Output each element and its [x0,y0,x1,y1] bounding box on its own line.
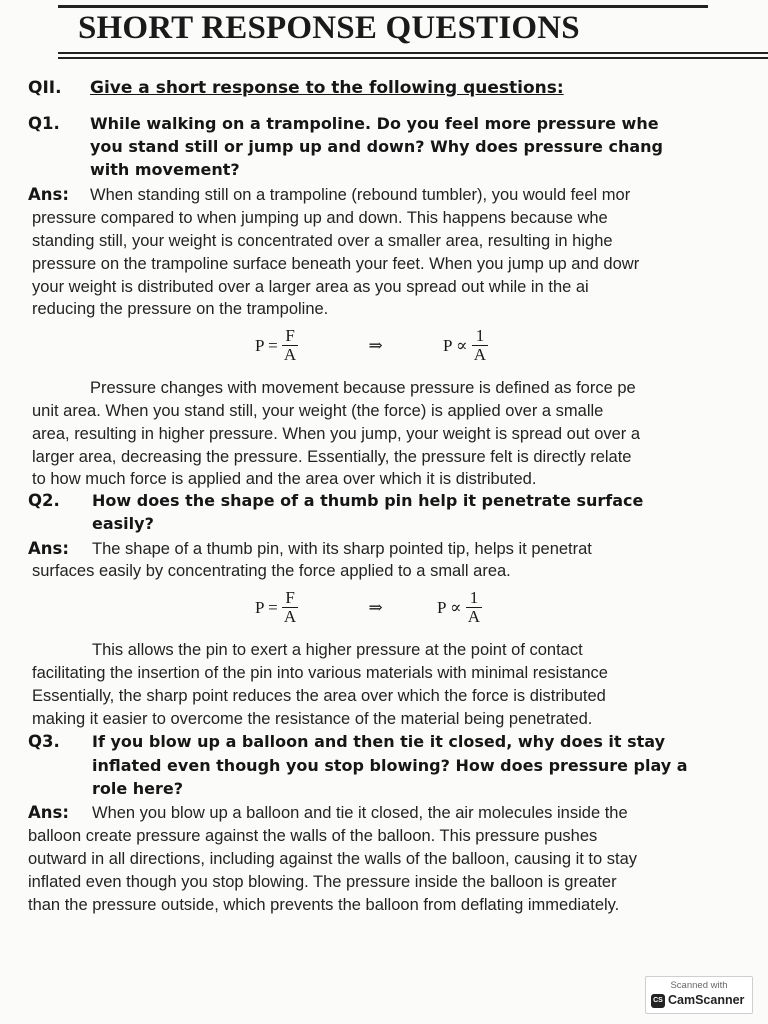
q1-explanation-line: unit area. When you stand still, your weight (the force) is applied over a smalle [32,402,604,420]
section-label: QII. [28,78,62,98]
fraction-denominator: A [283,345,297,364]
q1-answer-line: standing still, your weight is concentrated over a smaller area, resulting in highe [32,232,613,250]
q1-explanation-line: to how much force is applied and the area over which it is distributed. [32,470,537,488]
implies-arrow: ⇒ [368,597,383,617]
camscanner-watermark [645,976,753,1014]
q3-answer-line: outward in all directions, including against the walls of the balloon, causing it to stay [28,850,638,868]
q2-explanation-line: This allows the pin to exert a higher pressure at the point of contact [92,641,583,659]
title-rule-top [58,5,708,8]
watermark-brand: CamScanner [668,993,745,1007]
q1-answer-line: your weight is distributed over a larger area as you spread out while in the ai [32,278,589,296]
q3-answer-line: inflated even though you stop blowing. The pressure inside the balloon is greater [28,873,617,891]
q2-answer-line: surfaces easily by concentrating the force applied to a small area. [32,562,511,580]
q1-question-line: with movement? [90,160,240,179]
formula-lhs: P = [255,335,278,355]
q1-ans-label: Ans: [28,185,69,204]
q3-label: Q3. [28,732,60,751]
q2-answer-line: The shape of a thumb pin, with its sharp pointed tip, helps it penetrat [92,540,592,558]
fraction-denominator: A [473,345,487,364]
q2-label: Q2. [28,491,60,510]
q1-answer-line: When standing still on a trampoline (rebound tumbler), you would feel mor [90,186,631,204]
q2-question-line: easily? [92,514,154,533]
watermark-caption: Scanned with [670,980,728,991]
q2-ans-label: Ans: [28,539,69,558]
fraction-numerator: F [282,589,298,608]
q2-question-line: How does the shape of a thumb pin help it penetrate surface [92,491,644,510]
q2-explanation-line: Essentially, the sharp point reduces the area over which the force is distributed [32,687,606,705]
camscanner-logo-icon: CS [651,994,665,1008]
q1-formula [255,327,488,364]
formula-proportional: P ∝ [442,335,468,355]
q2-explanation-line: making it easier to overcome the resistance of the material being penetrated. [32,710,593,728]
formula-lhs: P = [255,597,278,617]
q1-explanation-line: larger area, decreasing the pressure. Essentially, the pressure felt is directly relate [32,448,632,466]
q1-answer-line: pressure compared to when jumping up and down. This happens because whe [32,209,608,227]
q1-explanation-line: area, resulting in higher pressure. When you jump, your weight is spread out over a [32,425,641,443]
q3-question-line: role here? [92,779,184,798]
page-title: SHORT RESPONSE QUESTIONS [78,10,580,46]
q1-answer-line: pressure on the trampoline surface beneath your feet. When you jump up and dowr [32,255,640,273]
q3-answer-line: than the pressure outside, which prevents the balloon from deflating immediately. [28,896,620,914]
q3-question-line: If you blow up a balloon and then tie it closed, why does it stay [92,732,666,751]
q1-question-line: While walking on a trampoline. Do you feel more pressure whe [90,114,659,133]
q1-answer-line: reducing the pressure on the trampoline. [32,300,329,318]
formula-fraction [282,589,298,626]
formula-fraction [466,589,482,626]
formula-proportional: P ∝ [436,597,462,617]
fraction-numerator: 1 [466,589,482,608]
q2-explanation-line: facilitating the insertion of the pin into various materials with minimal resistance [32,664,608,682]
title-rule-bottom-1 [58,52,768,54]
implies-arrow: ⇒ [368,335,383,355]
q3-question-line: inflated even though you stop blowing? How does pressure play a [92,756,688,775]
q1-question-line: you stand still or jump up and down? Why does pressure chang [90,137,663,156]
fraction-numerator: 1 [472,327,488,346]
formula-fraction [282,327,298,364]
fraction-numerator: F [282,327,298,346]
q3-ans-label: Ans: [28,803,69,822]
formula-fraction [472,327,488,364]
q3-answer-line: balloon create pressure against the walls of the balloon. This pressure pushes [28,827,598,845]
fraction-denominator: A [283,607,297,626]
q1-label: Q1. [28,114,60,133]
q3-answer-line: When you blow up a balloon and tie it closed, the air molecules inside the [92,804,628,822]
title-rule-bottom-2 [58,57,768,59]
q1-explanation-line: Pressure changes with movement because pressure is defined as force pe [90,379,636,397]
q2-formula [255,589,482,626]
section-heading: Give a short response to the following questions: [90,78,564,98]
fraction-denominator: A [467,607,481,626]
